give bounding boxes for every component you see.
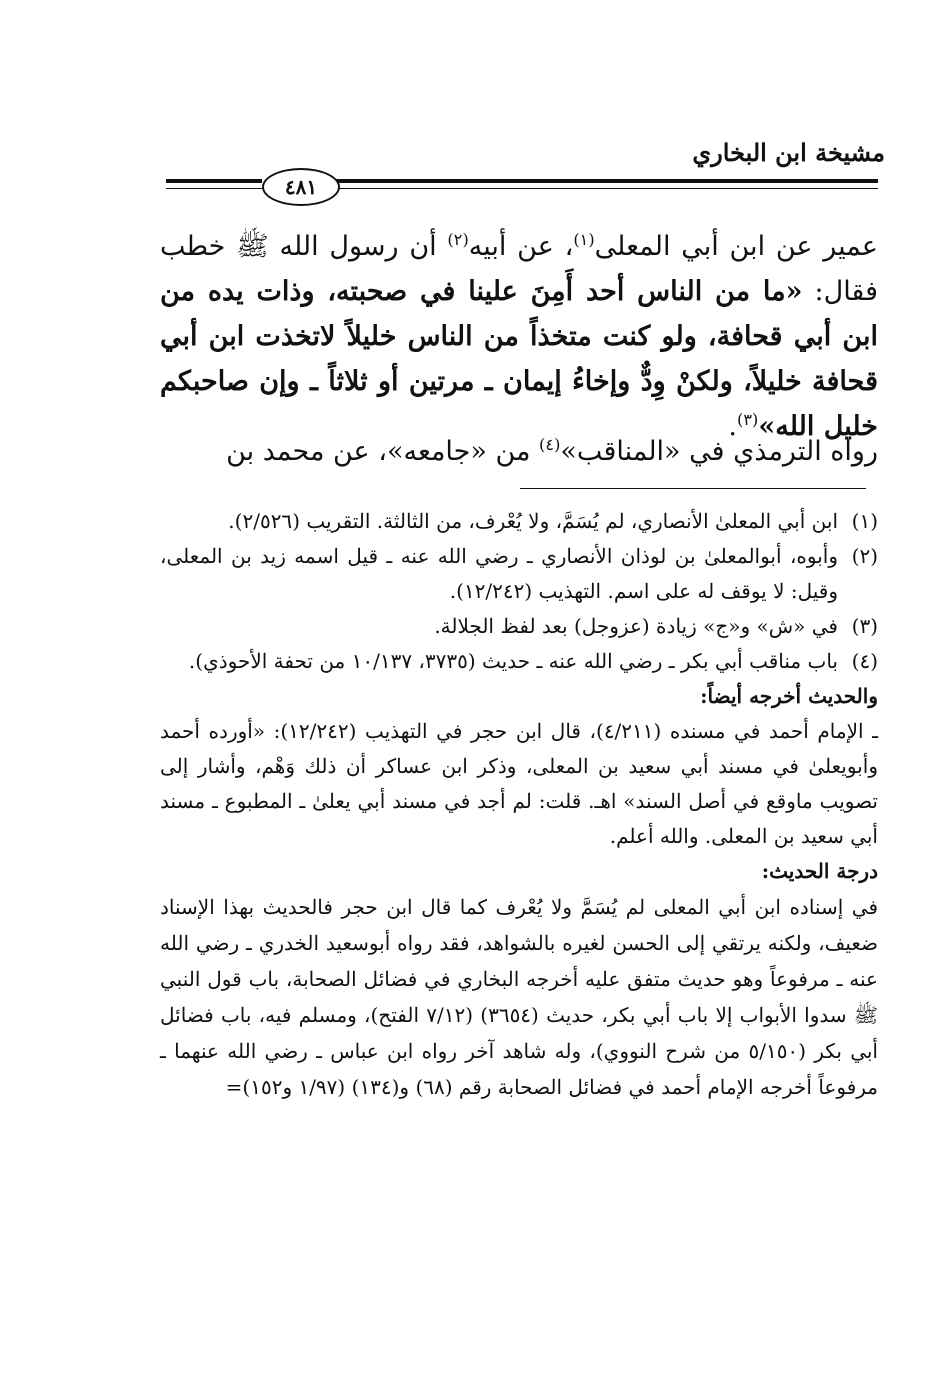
footnote-number: (٣) [851, 614, 878, 638]
takhrij-section [160, 679, 878, 854]
isnad-text: عمير عن ابن أبي المعلى [594, 231, 878, 262]
grading-heading: درجة الحديث: [761, 859, 878, 883]
grading-text: في إسناده ابن أبي المعلى لم يُسَمَّ ولا يُعْرف كما قال ابن حجر فالحديث بهذا الإسناد ضعيف، ولكنه يرتقي إلى الحسن لغيره بالشواهد، فقد رواه أبوسعيد الخدري ـ رضي الله عنه ـ مرفوعاً وهو حديث متفق عليه أخرجه البخاري في فضائل الصحابة، باب قول النبي ﷺ سدوا الأبواب إلا باب أبي بكر، حديث (٣٦٥٤) (٧/١٢ الفتح)، ومسلم فيه، باب فضائل أبي بكر (٥/١٥٠ من شرح النووي)، وله شاهد آخر رواه ابن عباس ـ رضي الله عنهما ـ مرفوعاً أخرجه الإمام أحمد في فضائل الصحابة رقم (٦٨) و(١٣٤) (١/٩٧ و١٥٢)= [160, 895, 879, 1099]
footnotes-section [160, 504, 878, 1105]
isnad-text-mid: ، عن أبيه [468, 231, 574, 262]
footnote-text: ابن أبي المعلىٰ الأنصاري، لم يُسَمَّ، ولا يُعْرف، من الثالثة. التقريب (٢/٥٢٦). [228, 509, 838, 533]
takhrij-text: ـ الإمام أحمد في مسنده (٤/٢١١)، قال ابن حجر في التهذيب (١٢/٢٤٢): «أورده أحمد وأبويعلىٰ في مسند أبي سعيد بن المعلى، وذكر ابن عساكر أن ذلك وَهْم، وأشار إلى تصويب ماوقع في أصل السند» اهـ. قلت: لم أجد في مسند أبي يعلىٰ ـ المطبوع ـ مسند أبي سعيد بن المعلى. والله أعلم. [160, 719, 878, 848]
narration-end: من «جامعه»، عن محمد بن [226, 436, 540, 467]
narration-paragraph [160, 430, 878, 474]
footnote-4 [160, 644, 878, 679]
isnad-text-lead: أن رسول الله ﷺ خطب فقال: [160, 231, 878, 307]
footnote-number: (٢) [851, 544, 878, 568]
footnote-3 [160, 609, 878, 644]
header-rule-left [166, 179, 262, 183]
grading-section [160, 854, 878, 889]
footnote-ref-4[interactable]: (٤) [539, 435, 561, 454]
paragraph-end: . [728, 411, 737, 442]
footnote-separator [520, 488, 866, 489]
footnote-ref-1[interactable]: (١) [573, 230, 595, 249]
footnote-2 [160, 539, 878, 609]
hadith-quote: «ما من الناس أحد أَمِنَ علينا في صحبته، وذات يده من ابن أبي قحافة، ولو كنت متخذاً من الناس خليلاً لاتخذت ابن أبي قحافة خليلاً، ولكنْ وِدٌّ وإخاءُ إيمان ـ مرتين أو ثلاثاً ـ وإن صاحبكم خليل الله» [160, 276, 878, 442]
footnote-text: باب مناقب أبي بكر ـ رضي الله عنه ـ حديث (٣٧٣٥، ١٠/١٣٧ من تحفة الأحوذي). [188, 649, 838, 673]
footnote-number: (١) [851, 509, 878, 533]
footnote-1 [160, 504, 878, 539]
header-rule-right [336, 179, 878, 183]
header-rule-left-thin [166, 188, 262, 189]
footnote-text: في «ش» و«ج» زيادة (عزوجل) بعد لفظ الجلالة. [434, 614, 838, 638]
running-title: مشيخة ابن البخاري [692, 138, 885, 167]
page-number: ٤٨١ [262, 168, 340, 206]
header-rule-right-thin [336, 188, 878, 189]
hadith-paragraph [160, 224, 878, 449]
footnote-ref-3[interactable]: (٣) [736, 410, 759, 429]
footnote-text: وأبوه، أبوالمعلىٰ بن لوذان الأنصاري ـ رضي الله عنه ـ قيل اسمه زيد بن المعلى، وقيل: لا يوقف له على اسم. التهذيب (١٢/٢٤٢). [160, 544, 838, 603]
takhrij-heading: والحديث أخرجه أيضاً: [700, 684, 878, 708]
narration-start: رواه الترمذي في «المناقب» [560, 436, 878, 467]
footnote-number: (٤) [851, 649, 878, 673]
footnote-ref-2[interactable]: (٢) [447, 230, 469, 249]
